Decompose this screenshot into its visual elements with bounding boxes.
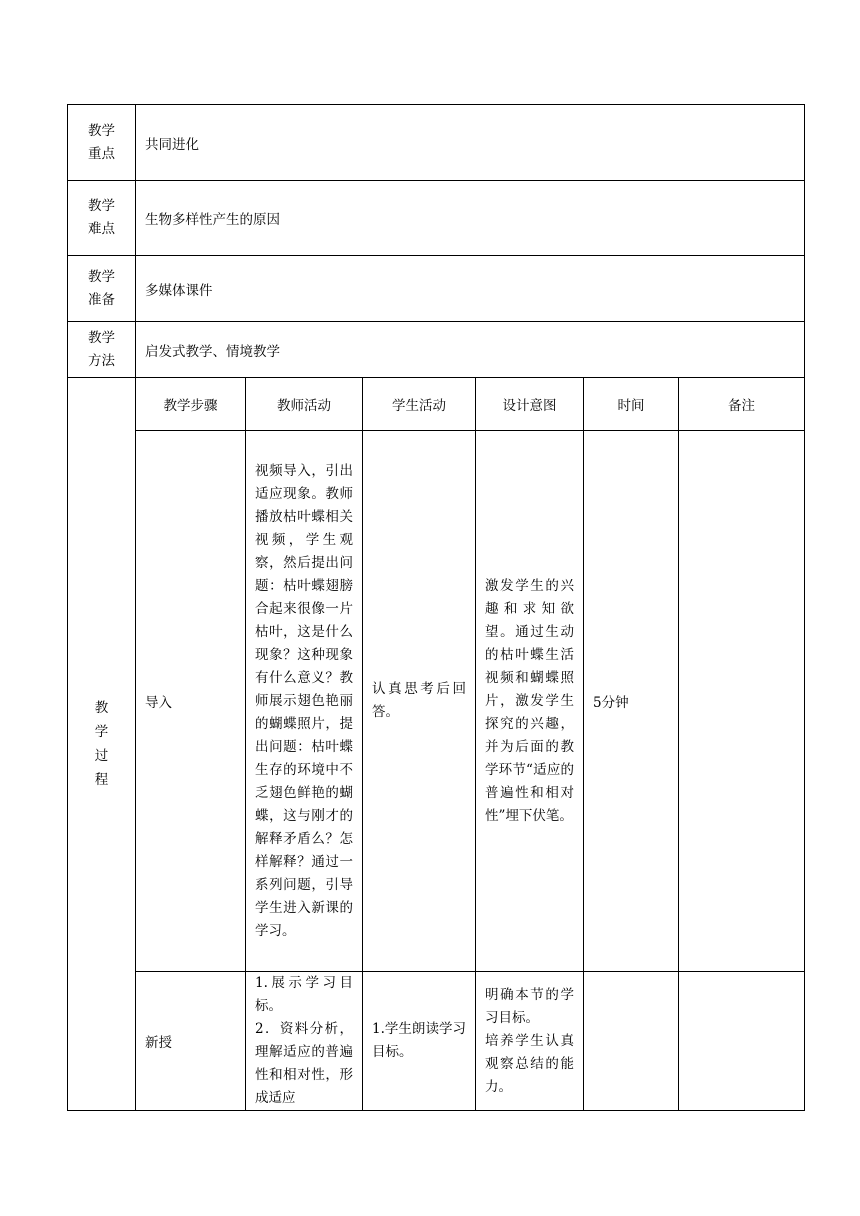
step-row-intro: [68, 431, 805, 972]
student-activity: 认真思考后回答。: [363, 431, 476, 972]
value-focus: 共同进化: [136, 105, 805, 181]
note-value: [679, 972, 805, 1111]
header-intent: 设计意图: [476, 378, 584, 431]
label-focus: 教学 重点: [68, 105, 136, 181]
header-step: 教学步骤: [136, 378, 246, 431]
design-intent: 明确本节的学习目标。 培养学生认真观察总结的能力。: [476, 972, 584, 1111]
row-focus: [68, 105, 805, 181]
note-value: [679, 431, 805, 972]
time-value: [584, 972, 679, 1111]
teacher-activity: 视频导入，引出适应现象。教师播放枯叶蝶相关视频，学生观察，然后提出问题：枯叶蝶翅膀合起来很像一片枯叶，这是什么现象？这种现象有什么意义？教师展示翅色艳丽的蝴蝶照片，提出问题：枯叶蝶生存的环境中不乏翅色鲜艳的蝴蝶，这与刚才的解释矛盾么？怎样解释？通过一系列问题，引导学生进入新课的学习。: [246, 431, 363, 972]
row-difficulty: [68, 181, 805, 256]
header-student: 学生活动: [363, 378, 476, 431]
student-activity: 1.学生朗读学习目标。: [363, 972, 476, 1111]
row-preparation: [68, 256, 805, 322]
row-method: [68, 322, 805, 378]
time-value: 5分钟: [584, 431, 679, 972]
value-method: 启发式教学、情境教学: [136, 322, 805, 378]
value-preparation: 多媒体课件: [136, 256, 805, 322]
label-difficulty: 教学 难点: [68, 181, 136, 256]
teacher-activity: 1.展示学习目标。 2．资料分析，理解适应的普遍性和相对性，形成适应: [246, 972, 363, 1111]
label-preparation: 教学 准备: [68, 256, 136, 322]
header-teacher: 教师活动: [246, 378, 363, 431]
step-row-new: [68, 972, 805, 1111]
value-difficulty: 生物多样性产生的原因: [136, 181, 805, 256]
label-method: 教学 方法: [68, 322, 136, 378]
step-name: 新授: [136, 972, 246, 1111]
header-time: 时间: [584, 378, 679, 431]
step-name: 导入: [136, 431, 246, 972]
process-header-row: [68, 378, 805, 431]
design-intent: 激发学生的兴趣和求知欲望。通过生动的枯叶蝶生活视频和蝴蝶照片，激发学生探究的兴趣，并为后面的教学环节“适应的普遍性和相对性”埋下伏笔。: [476, 431, 584, 972]
header-note: 备注: [679, 378, 805, 431]
lesson-plan-table: [67, 104, 805, 1111]
label-process: 教 学 过 程: [68, 378, 136, 1111]
